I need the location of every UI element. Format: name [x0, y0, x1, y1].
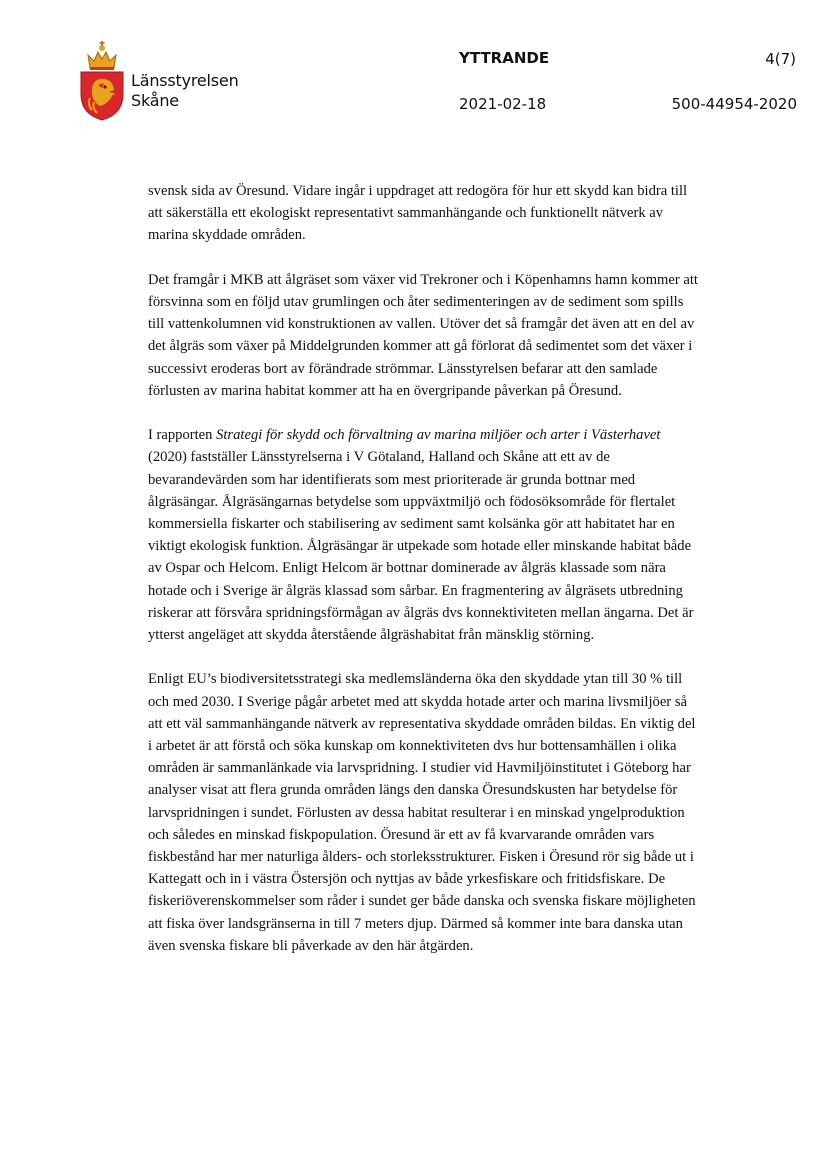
org-name-line2: Skåne	[131, 91, 179, 110]
paragraph-text: I rapporten	[148, 427, 217, 444]
paragraph: svensk sida av Öresund. Vidare ingår i uppdraget att redogöra för hur ett skydd kan bidra till att säkerställa ett ekologiskt representativt sammanhängande och funktionellt nätverk av marina skyddade områden.	[148, 183, 688, 244]
paragraph: Det framgår i MKB att ålgräset som växer vid Trekroner och i Köpenhamns hamn kommer att försvinna som en följd utav grumlingen och åter sedimenteringen av de sediment som spills till vattenkolumnen vid konstruktionen av vallen. Utöver det så framgår det även att en del av det ålgräs som växer på Middelgrunden kommer att gå förlorat då sedimentet som det växer i successivt eroderas bort av förändrade strömmar. Länsstyrelsen befarar att den samlade förlusten av marina habitat kommer att ha en övergripande påverkan på Öresund.	[148, 271, 698, 399]
report-title: Strategi för skydd och förvaltning av marina miljöer och arter i Västerhavet	[216, 427, 661, 444]
organization-name	[131, 71, 239, 111]
case-number: 500-44954-2020	[671, 95, 797, 113]
paragraph: Enligt EU’s biodiversitetsstrategi ska medlemsländerna öka den skyddade ytan till 30 % till och med 2030. I Sverige pågår arbetet med att skydda hotade arter och marina livsmiljöer så att ett väl sammanhängande nätverk av representativa skyddade områden bildas. En viktig del i arbetet är att förstå och söka kunskap om konnektiviteten dvs hur bottensamhällen i olika områden är sammanlänkade via larvspridning. I studier vid Havmiljöinstitutet i Göteborg har analyser visat att flera grunda områden längs den danska Öresundskusten har betydelse för larvspridningen i sundet. Förlusten av dessa habitat resulterar i en minskad yngelproduktion och således en minskad fiskpopulation. Öresund är ett av få kvarvarande områden vars fiskbestånd har mer naturliga ålders- och storleksstrukturer. Fisken i Öresund rör sig både ut i Kattegatt och in i västra Östersjön och nyttjas av både yrkesfiskare och fritidsfiskare. De fiskeriöverenskommelser som råder i sundet ger både danska och svenska fiskare möjligheten att fiska över landsgränserna in till 7 meters djup. Därmed så kommer inte bara danska utan även svenska fiskare bli påverkade av den här åtgärden.	[148, 671, 696, 954]
document-body	[148, 180, 700, 979]
org-name-line1: Länsstyrelsen	[131, 71, 239, 90]
skane-coat-of-arms-icon	[78, 38, 126, 122]
document-type: YTTRANDE	[459, 49, 550, 67]
page-number: 4(7)	[765, 50, 796, 68]
paragraph-text: (2020) fastställer Länsstyrelserna i V Götaland, Halland och Skåne att ett av de bevarandevärden som har identifierats som mest prioriterade är grunda bottnar med ålgräsängar. Ålgräsängarnas betydelse som uppväxtmiljö och födosöksområde för flertalet kommersiella fiskarter och stabilisering av sediment samt kolsänka gör att habitatet har en viktigt ekologisk funktion. Ålgräsängar är utpekade som hotade eller minskande habitat både av Ospar och Helcom. Enligt Helcom är bottnar dominerade av ålgräs klassade som nära hotade och i Sverige är ålgräs klassad som sårbar. En fragmentering av ålgräsets utbredning riskerar att försvåra spridningsförmågan av ålgräs dvs konnektiviteten mellan ängarna. Det är ytterst angeläget att skydda återstående ålgräshabitat från mänsklig störning.	[148, 449, 694, 644]
paragraph	[148, 424, 700, 646]
document-date: 2021-02-18	[459, 95, 547, 113]
